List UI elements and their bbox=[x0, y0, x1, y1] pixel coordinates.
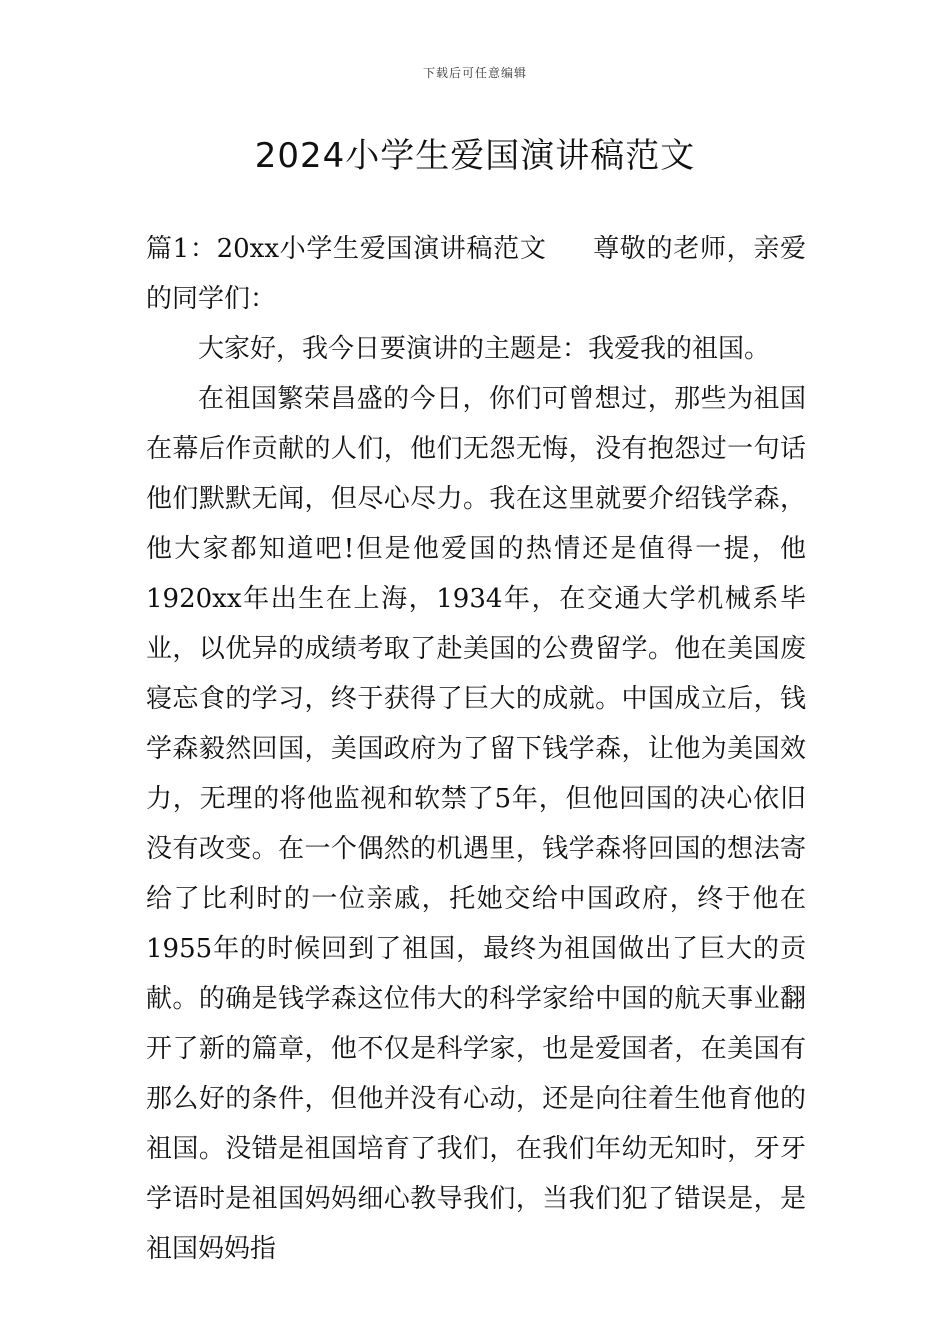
section-heading-line bbox=[146, 224, 806, 324]
salutation: 尊敬的老师，亲爱的同学们： bbox=[146, 234, 806, 314]
document-body bbox=[146, 224, 806, 1274]
paragraph-greeting: 大家好，我今日要演讲的主题是：我爱我的祖国。 bbox=[198, 334, 771, 364]
section-heading: 篇1：20xx小学生爱国演讲稿范文 bbox=[146, 234, 547, 264]
header-note: 下载后可任意编辑 bbox=[422, 66, 527, 80]
document-title: 2024小学生爱国演讲稿范文 bbox=[254, 136, 696, 176]
paragraph-main: 在祖国繁荣昌盛的今日，你们可曾想过，那些为祖国在幕后作贡献的人们，他们无怨无悔，没有抱怨过一句话他们默默无闻，但尽心尽力。我在这里就要介绍钱学森，他大家都知道吧!但是他爱国的热情还是值得一提，他1920xx年出生在上海，1934年，在交通大学机械系毕业，以优异的成绩考取了赴美国的公费留学。他在美国废寝忘食的学习，终于获得了巨大的成就。中国成立后，钱学森毅然回国，美国政府为了留下钱学森，让他为美国效力，无理的将他监视和软禁了5年，但他回国的决心依旧没有改变。在一个偶然的机遇里，钱学森将回国的想法寄给了比利时的一位亲戚，托她交给中国政府，终于他在1955年的时候回到了祖国，最终为祖国做出了巨大的贡献。的确是钱学森这位伟大的科学家给中国的航天事业翻开了新的篇章，他不仅是科学家，也是爱国者，在美国有那么好的条件，但他并没有心动，还是向往着生他育他的祖国。没错是祖国培育了我们，在我们年幼无知时，牙牙学语时是祖国妈妈细心教导我们，当我们犯了错误是，是祖国妈妈指 bbox=[146, 384, 806, 1264]
